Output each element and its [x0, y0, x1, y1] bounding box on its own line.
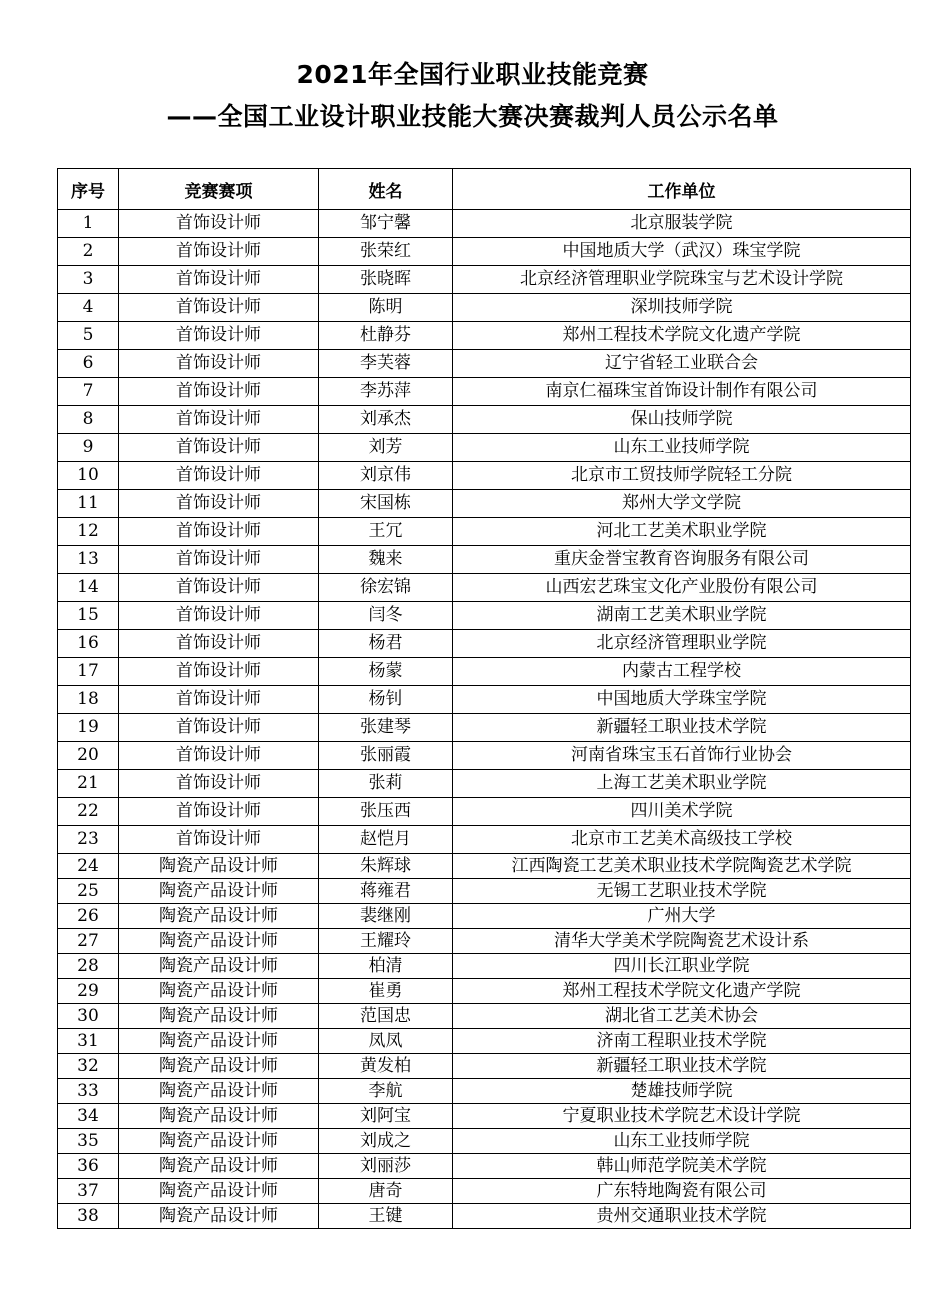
cell-name: 张压西 — [319, 798, 453, 826]
table-row — [58, 322, 911, 350]
cell-unit: 无锡工艺职业技术学院 — [453, 879, 911, 904]
cell-event: 陶瓷产品设计师 — [119, 929, 319, 954]
cell-name: 宋国栋 — [319, 490, 453, 518]
table-header — [58, 169, 911, 210]
cell-no: 15 — [58, 602, 119, 630]
cell-name: 王键 — [319, 1204, 453, 1229]
cell-name: 崔勇 — [319, 979, 453, 1004]
table-row — [58, 1104, 911, 1129]
cell-event: 陶瓷产品设计师 — [119, 1079, 319, 1104]
cell-no: 6 — [58, 350, 119, 378]
cell-no: 21 — [58, 770, 119, 798]
cell-unit: 保山技师学院 — [453, 406, 911, 434]
cell-unit: 河北工艺美术职业学院 — [453, 518, 911, 546]
cell-event: 首饰设计师 — [119, 546, 319, 574]
cell-event: 首饰设计师 — [119, 210, 319, 238]
cell-unit: 四川美术学院 — [453, 798, 911, 826]
cell-no: 7 — [58, 378, 119, 406]
cell-event: 陶瓷产品设计师 — [119, 1104, 319, 1129]
cell-unit: 南京仁福珠宝首饰设计制作有限公司 — [453, 378, 911, 406]
table-row — [58, 546, 911, 574]
cell-event: 首饰设计师 — [119, 238, 319, 266]
cell-name: 范国忠 — [319, 1004, 453, 1029]
cell-event: 首饰设计师 — [119, 630, 319, 658]
cell-unit: 湖南工艺美术职业学院 — [453, 602, 911, 630]
cell-no: 24 — [58, 854, 119, 879]
table-row — [58, 1129, 911, 1154]
cell-event: 陶瓷产品设计师 — [119, 1029, 319, 1054]
cell-unit: 广州大学 — [453, 904, 911, 929]
table-row — [58, 1204, 911, 1229]
cell-unit: 深圳技师学院 — [453, 294, 911, 322]
cell-event: 首饰设计师 — [119, 602, 319, 630]
referee-table — [57, 168, 911, 1229]
cell-name: 陈明 — [319, 294, 453, 322]
cell-name: 刘阿宝 — [319, 1104, 453, 1129]
cell-no: 33 — [58, 1079, 119, 1104]
cell-name: 刘丽莎 — [319, 1154, 453, 1179]
table-row — [58, 378, 911, 406]
cell-name: 张莉 — [319, 770, 453, 798]
cell-no: 13 — [58, 546, 119, 574]
cell-name: 刘京伟 — [319, 462, 453, 490]
cell-no: 10 — [58, 462, 119, 490]
cell-no: 27 — [58, 929, 119, 954]
cell-event: 陶瓷产品设计师 — [119, 1179, 319, 1204]
table-row — [58, 770, 911, 798]
cell-event: 陶瓷产品设计师 — [119, 979, 319, 1004]
cell-event: 陶瓷产品设计师 — [119, 1054, 319, 1079]
table-row — [58, 658, 911, 686]
column-header-unit: 工作单位 — [453, 169, 911, 210]
cell-name: 刘承杰 — [319, 406, 453, 434]
cell-name: 张晓晖 — [319, 266, 453, 294]
table-row — [58, 879, 911, 904]
cell-name: 杨君 — [319, 630, 453, 658]
cell-name: 刘芳 — [319, 434, 453, 462]
column-header-no: 序号 — [58, 169, 119, 210]
cell-unit: 广东特地陶瓷有限公司 — [453, 1179, 911, 1204]
cell-event: 陶瓷产品设计师 — [119, 954, 319, 979]
cell-event: 首饰设计师 — [119, 686, 319, 714]
cell-event: 陶瓷产品设计师 — [119, 1004, 319, 1029]
table-row — [58, 574, 911, 602]
document-title: 2021年全国行业职业技能竞赛 — [296, 60, 649, 89]
cell-name: 魏来 — [319, 546, 453, 574]
table-row — [58, 490, 911, 518]
table-row — [58, 854, 911, 879]
cell-no: 36 — [58, 1154, 119, 1179]
table-row — [58, 434, 911, 462]
table-row — [58, 1029, 911, 1054]
cell-unit: 四川长江职业学院 — [453, 954, 911, 979]
cell-unit: 上海工艺美术职业学院 — [453, 770, 911, 798]
cell-unit: 辽宁省轻工业联合会 — [453, 350, 911, 378]
cell-name: 黄发柏 — [319, 1054, 453, 1079]
cell-no: 1 — [58, 210, 119, 238]
cell-event: 首饰设计师 — [119, 826, 319, 854]
table-row — [58, 266, 911, 294]
table-row — [58, 462, 911, 490]
cell-event: 首饰设计师 — [119, 770, 319, 798]
table-row — [58, 630, 911, 658]
cell-unit: 中国地质大学珠宝学院 — [453, 686, 911, 714]
table-row — [58, 1079, 911, 1104]
table-row — [58, 210, 911, 238]
cell-name: 王冗 — [319, 518, 453, 546]
table-row — [58, 1179, 911, 1204]
table-row — [58, 954, 911, 979]
cell-event: 首饰设计师 — [119, 406, 319, 434]
cell-unit: 宁夏职业技术学院艺术设计学院 — [453, 1104, 911, 1129]
cell-event: 陶瓷产品设计师 — [119, 854, 319, 879]
cell-unit: 北京经济管理职业学院珠宝与艺术设计学院 — [453, 266, 911, 294]
cell-unit: 韩山师范学院美术学院 — [453, 1154, 911, 1179]
cell-name: 朱辉球 — [319, 854, 453, 879]
cell-name: 杨钊 — [319, 686, 453, 714]
cell-name: 李芙蓉 — [319, 350, 453, 378]
cell-name: 杨蒙 — [319, 658, 453, 686]
cell-no: 17 — [58, 658, 119, 686]
cell-name: 凤凤 — [319, 1029, 453, 1054]
table-row — [58, 904, 911, 929]
cell-unit: 北京服装学院 — [453, 210, 911, 238]
cell-unit: 郑州工程技术学院文化遗产学院 — [453, 322, 911, 350]
cell-no: 12 — [58, 518, 119, 546]
cell-no: 3 — [58, 266, 119, 294]
cell-no: 38 — [58, 1204, 119, 1229]
cell-unit: 郑州大学文学院 — [453, 490, 911, 518]
table-row — [58, 798, 911, 826]
cell-unit: 山东工业技师学院 — [453, 434, 911, 462]
table-row — [58, 742, 911, 770]
cell-event: 首饰设计师 — [119, 490, 319, 518]
cell-unit: 河南省珠宝玉石首饰行业协会 — [453, 742, 911, 770]
cell-event: 首饰设计师 — [119, 742, 319, 770]
cell-no: 35 — [58, 1129, 119, 1154]
cell-no: 16 — [58, 630, 119, 658]
cell-name: 闫冬 — [319, 602, 453, 630]
cell-no: 20 — [58, 742, 119, 770]
table-row — [58, 238, 911, 266]
table-row — [58, 929, 911, 954]
cell-no: 30 — [58, 1004, 119, 1029]
cell-event: 陶瓷产品设计师 — [119, 1154, 319, 1179]
cell-no: 19 — [58, 714, 119, 742]
cell-event: 陶瓷产品设计师 — [119, 1129, 319, 1154]
cell-event: 首饰设计师 — [119, 266, 319, 294]
cell-unit: 内蒙古工程学校 — [453, 658, 911, 686]
cell-no: 2 — [58, 238, 119, 266]
cell-event: 首饰设计师 — [119, 658, 319, 686]
cell-name: 裴继刚 — [319, 904, 453, 929]
cell-no: 34 — [58, 1104, 119, 1129]
cell-unit: 山西宏艺珠宝文化产业股份有限公司 — [453, 574, 911, 602]
table-row — [58, 1054, 911, 1079]
table-row — [58, 518, 911, 546]
cell-name: 李航 — [319, 1079, 453, 1104]
cell-event: 首饰设计师 — [119, 518, 319, 546]
cell-event: 陶瓷产品设计师 — [119, 879, 319, 904]
cell-no: 9 — [58, 434, 119, 462]
table-row — [58, 294, 911, 322]
cell-name: 唐奇 — [319, 1179, 453, 1204]
column-header-name: 姓名 — [319, 169, 453, 210]
cell-name: 邹宁馨 — [319, 210, 453, 238]
cell-no: 8 — [58, 406, 119, 434]
cell-name: 赵恺月 — [319, 826, 453, 854]
cell-no: 25 — [58, 879, 119, 904]
table-row — [58, 350, 911, 378]
cell-no: 18 — [58, 686, 119, 714]
table-body — [58, 210, 911, 1229]
cell-unit: 北京市工贸技师学院轻工分院 — [453, 462, 911, 490]
cell-name: 张丽霞 — [319, 742, 453, 770]
cell-unit: 楚雄技师学院 — [453, 1079, 911, 1104]
cell-unit: 山东工业技师学院 — [453, 1129, 911, 1154]
cell-name: 柏清 — [319, 954, 453, 979]
cell-name: 杜静芬 — [319, 322, 453, 350]
cell-unit: 新疆轻工职业技术学院 — [453, 1054, 911, 1079]
cell-no: 22 — [58, 798, 119, 826]
cell-name: 张荣红 — [319, 238, 453, 266]
cell-event: 陶瓷产品设计师 — [119, 1204, 319, 1229]
cell-unit: 中国地质大学（武汉）珠宝学院 — [453, 238, 911, 266]
cell-event: 首饰设计师 — [119, 322, 319, 350]
table-row — [58, 406, 911, 434]
cell-no: 29 — [58, 979, 119, 1004]
cell-name: 徐宏锦 — [319, 574, 453, 602]
cell-no: 37 — [58, 1179, 119, 1204]
cell-no: 32 — [58, 1054, 119, 1079]
table-row — [58, 1154, 911, 1179]
column-header-event: 竞赛赛项 — [119, 169, 319, 210]
cell-event: 首饰设计师 — [119, 434, 319, 462]
cell-no: 26 — [58, 904, 119, 929]
cell-unit: 济南工程职业技术学院 — [453, 1029, 911, 1054]
cell-event: 首饰设计师 — [119, 294, 319, 322]
cell-event: 首饰设计师 — [119, 798, 319, 826]
table-row — [58, 826, 911, 854]
cell-no: 14 — [58, 574, 119, 602]
cell-no: 5 — [58, 322, 119, 350]
cell-unit: 贵州交通职业技术学院 — [453, 1204, 911, 1229]
table-row — [58, 602, 911, 630]
cell-event: 首饰设计师 — [119, 350, 319, 378]
cell-no: 23 — [58, 826, 119, 854]
table-row — [58, 686, 911, 714]
cell-name: 李苏萍 — [319, 378, 453, 406]
cell-name: 蒋雍君 — [319, 879, 453, 904]
cell-name: 刘成之 — [319, 1129, 453, 1154]
cell-unit: 北京经济管理职业学院 — [453, 630, 911, 658]
cell-no: 4 — [58, 294, 119, 322]
cell-event: 首饰设计师 — [119, 462, 319, 490]
cell-event: 首饰设计师 — [119, 378, 319, 406]
header-row — [58, 169, 911, 210]
cell-event: 陶瓷产品设计师 — [119, 904, 319, 929]
cell-unit: 新疆轻工职业技术学院 — [453, 714, 911, 742]
cell-unit: 湖北省工艺美术协会 — [453, 1004, 911, 1029]
cell-unit: 清华大学美术学院陶瓷艺术设计系 — [453, 929, 911, 954]
cell-unit: 郑州工程技术学院文化遗产学院 — [453, 979, 911, 1004]
cell-event: 首饰设计师 — [119, 714, 319, 742]
cell-no: 28 — [58, 954, 119, 979]
cell-unit: 北京市工艺美术高级技工学校 — [453, 826, 911, 854]
cell-no: 31 — [58, 1029, 119, 1054]
cell-unit: 重庆金誉宝教育咨询服务有限公司 — [453, 546, 911, 574]
cell-event: 首饰设计师 — [119, 574, 319, 602]
cell-name: 张建琴 — [319, 714, 453, 742]
table-row — [58, 1004, 911, 1029]
cell-no: 11 — [58, 490, 119, 518]
cell-unit: 江西陶瓷工艺美术职业技术学院陶瓷艺术学院 — [453, 854, 911, 879]
document-subtitle: ——全国工业设计职业技能大赛决赛裁判人员公示名单 — [166, 102, 779, 131]
table-row — [58, 714, 911, 742]
table-row — [58, 979, 911, 1004]
cell-name: 王耀玲 — [319, 929, 453, 954]
